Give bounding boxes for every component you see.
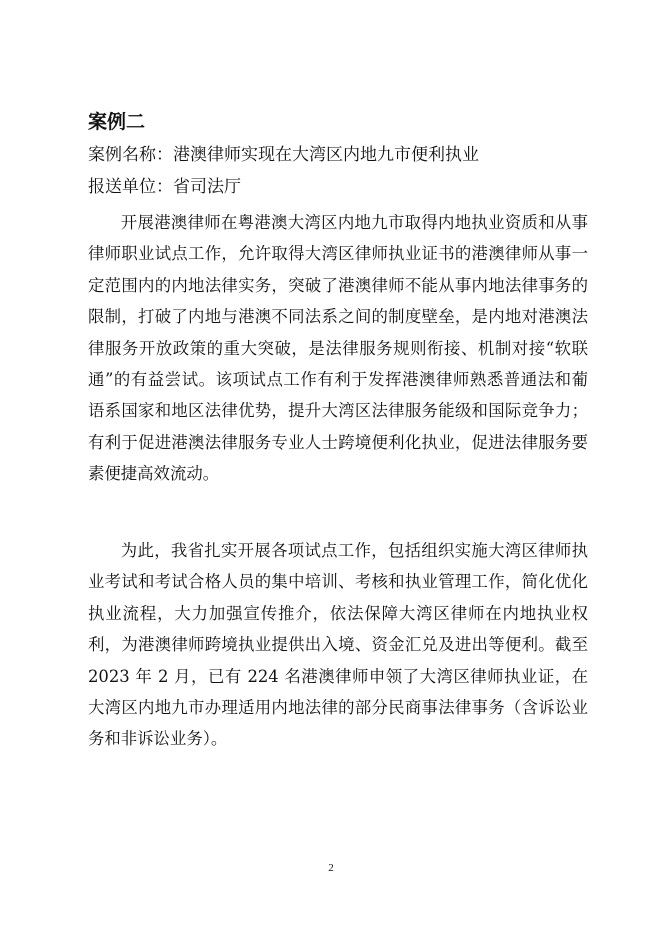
submitter-label: 报送单位： [88, 177, 173, 197]
case-name-label: 案例名称： [88, 145, 173, 165]
case-heading: 案例二 [88, 111, 146, 133]
body-paragraph-2: 为此，我省扎实开展各项试点工作，包括组织实施大湾区律师执业考试和考试合格人员的集中培训、考核和执业管理工作，简化优化执业流程，大力加强宣传推介，依法保障大湾区律师在内地执业权利，为港澳律师跨境执业提供出入境、资金汇兑及进出等便利。截至 2023 年 2 月，已有 224 名港澳律师申领了大湾区律师执业证，在大湾区内地九市办理适用内地法律的部分民商事法律事务（含诉讼业务和非诉讼业务）。 [88, 541, 588, 749]
page-number: 2 [328, 862, 334, 874]
submitter-line [88, 175, 241, 199]
case-name-line [88, 143, 479, 167]
body-paragraph-1: 开展港澳律师在粤港澳大湾区内地九市取得内地执业资质和从事律师职业试点工作，允许取得大湾区律师执业证书的港澳律师从事一定范围内的内地法律实务，突破了港澳律师不能从事内地法律事务的限制，打破了内地与港澳不同法系之间的制度壁垒，是内地对港澳法律服务开放政策的重大突破，是法律服务规则衔接、机制对接“软联通”的有益尝试。该项试点工作有利于发挥港澳律师熟悉普通法和葡语系国家和地区法律优势，提升大湾区法律服务能级和国际竞争力；有利于促进港澳法律服务专业人士跨境便利化执业，促进法律服务要素便捷高效流动。 [88, 213, 588, 484]
case-name-value: 港澳律师实现在大湾区内地九市便利执业 [173, 145, 479, 165]
submitter-value: 省司法厅 [173, 177, 241, 197]
